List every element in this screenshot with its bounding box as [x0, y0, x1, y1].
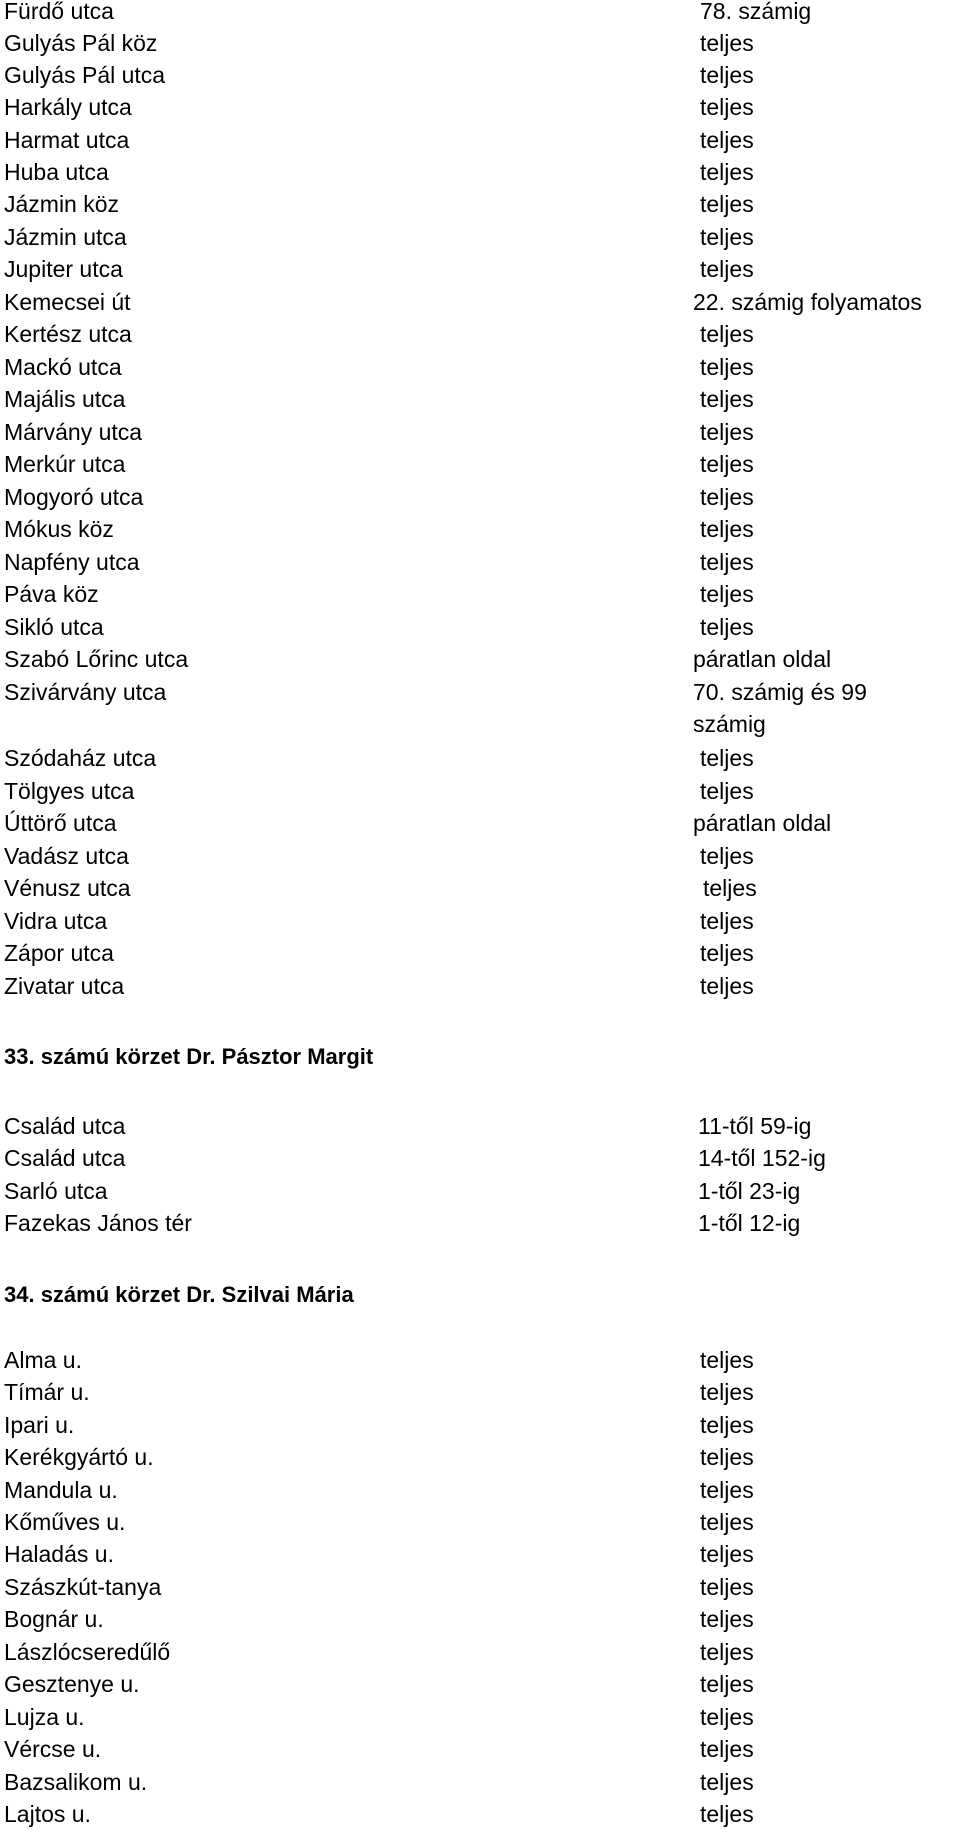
- street-name: Kemecsei út: [4, 289, 131, 315]
- street-range: teljes: [700, 1704, 754, 1730]
- table-row: [0, 807, 960, 839]
- street-range: teljes: [700, 321, 754, 347]
- street-name: Zápor utca: [4, 940, 114, 966]
- table-row: [0, 156, 960, 188]
- table-row: [0, 1409, 960, 1441]
- table-row: [0, 188, 960, 220]
- street-range: 78. számig: [700, 0, 812, 24]
- table-row: [0, 1571, 960, 1603]
- street-name: Harkály utca: [4, 94, 132, 120]
- table-row: [0, 481, 960, 513]
- table-row: [0, 318, 960, 350]
- table-row: [0, 1207, 960, 1239]
- table-row: [0, 905, 960, 937]
- street-name: Lujza u.: [4, 1704, 85, 1730]
- street-range: teljes: [700, 1379, 754, 1405]
- street-name: Vadász utca: [4, 843, 129, 869]
- street-name: Harmat utca: [4, 127, 130, 153]
- street-name: Mókus köz: [4, 516, 114, 542]
- table-row: [0, 1474, 960, 1506]
- street-name: Jupiter utca: [4, 256, 123, 282]
- table-row: [0, 872, 960, 904]
- table-row: [0, 1376, 960, 1408]
- street-name: Fazekas János tér: [4, 1210, 192, 1236]
- table-row: [0, 1506, 960, 1538]
- street-range: 1-től 23-ig: [698, 1178, 801, 1204]
- table-row: [0, 124, 960, 156]
- table-row: [0, 1538, 960, 1570]
- street-name: Vénusz utca: [4, 875, 131, 901]
- street-range: teljes: [700, 843, 754, 869]
- street-range: teljes: [703, 875, 757, 901]
- street-name: Sarló utca: [4, 1178, 108, 1204]
- street-range: teljes: [700, 451, 754, 477]
- table-row: [0, 383, 960, 415]
- street-name: Napfény utca: [4, 549, 140, 575]
- street-range: teljes: [700, 30, 754, 56]
- street-range: teljes: [700, 256, 754, 282]
- street-range: teljes: [700, 1606, 754, 1632]
- street-range: teljes: [700, 386, 754, 412]
- street-range: teljes: [700, 745, 754, 771]
- street-range: teljes: [700, 908, 754, 934]
- street-name: Lászlócseredűlő: [4, 1639, 171, 1665]
- street-range: 14-től 152-ig: [698, 1145, 826, 1171]
- street-range: teljes: [700, 778, 754, 804]
- street-range: teljes: [700, 1541, 754, 1567]
- street-range: 11-től 59-ig: [698, 1113, 812, 1139]
- table-row: [0, 578, 960, 610]
- street-name: Gesztenye u.: [4, 1671, 140, 1697]
- table-row: [0, 513, 960, 545]
- street-range: páratlan oldal: [693, 646, 832, 672]
- street-range: teljes: [700, 94, 754, 120]
- street-name: Haladás u.: [4, 1541, 114, 1567]
- table-row: [0, 970, 960, 1002]
- street-range: teljes: [700, 940, 754, 966]
- table-row: [0, 643, 960, 675]
- street-name: Szódaház utca: [4, 745, 157, 771]
- table-row: [0, 611, 960, 643]
- table-row: [0, 1798, 960, 1830]
- street-range: teljes: [700, 1574, 754, 1600]
- street-name: Gulyás Pál utca: [4, 62, 166, 88]
- street-name: Szivárvány utca: [4, 679, 167, 705]
- street-range: teljes: [700, 62, 754, 88]
- street-name: Huba utca: [4, 159, 109, 185]
- table-row: [0, 1701, 960, 1733]
- street-range: teljes: [700, 973, 754, 999]
- street-range: teljes: [700, 581, 754, 607]
- street-range: teljes: [700, 224, 754, 250]
- street-name: Jázmin köz: [4, 191, 120, 217]
- table-row: [0, 1175, 960, 1207]
- street-name: Család utca: [4, 1145, 126, 1171]
- street-range: teljes: [700, 1347, 754, 1373]
- street-name: Kőműves u.: [4, 1509, 126, 1535]
- street-name: Márvány utca: [4, 419, 143, 445]
- table-row: [0, 546, 960, 578]
- street-name: Ipari u.: [4, 1412, 75, 1438]
- street-name: Alma u.: [4, 1347, 82, 1373]
- section-heading: 34. számú körzet Dr. Szilvai Mária: [4, 1282, 354, 1307]
- street-name: Merkúr utca: [4, 451, 126, 477]
- table-row: [0, 0, 960, 27]
- street-range: teljes: [700, 1639, 754, 1665]
- street-range: páratlan oldal: [693, 810, 832, 836]
- street-range: teljes: [700, 1444, 754, 1470]
- table-row: [0, 1668, 960, 1700]
- table-row: [0, 286, 960, 318]
- table-row: [0, 1603, 960, 1635]
- table-row: [0, 221, 960, 253]
- table-row: [0, 351, 960, 383]
- street-range: teljes: [700, 354, 754, 380]
- street-range: teljes: [700, 1736, 754, 1762]
- street-range: teljes: [700, 159, 754, 185]
- street-range: teljes: [700, 1477, 754, 1503]
- table-row: [0, 775, 960, 807]
- street-range: 1-től 12-ig: [698, 1210, 801, 1236]
- table-row: [0, 1733, 960, 1765]
- table-row: [0, 416, 960, 448]
- table-row: [0, 676, 960, 740]
- street-name: Gulyás Pál köz: [4, 30, 158, 56]
- street-name: Mogyoró utca: [4, 484, 144, 510]
- table-row: [0, 840, 960, 872]
- street-name: Bognár u.: [4, 1606, 104, 1632]
- street-range: 70. számig és 99 számig: [693, 679, 867, 737]
- street-range: 22. számig folyamatos: [693, 289, 922, 315]
- street-range: teljes: [700, 419, 754, 445]
- street-name: Család utca: [4, 1113, 126, 1139]
- table-row: [0, 1636, 960, 1668]
- street-name: Kerékgyártó u.: [4, 1444, 154, 1470]
- street-name: Szabó Lőrinc utca: [4, 646, 189, 672]
- table-row: [0, 59, 960, 91]
- street-name: Mandula u.: [4, 1477, 118, 1503]
- street-name: Jázmin utca: [4, 224, 127, 250]
- street-range: teljes: [700, 1769, 754, 1795]
- street-name: Bazsalikom u.: [4, 1769, 148, 1795]
- street-range: teljes: [700, 127, 754, 153]
- street-name: Kertész utca: [4, 321, 132, 347]
- table-row: [0, 1344, 960, 1376]
- table-row: [0, 1110, 960, 1142]
- street-range: teljes: [700, 1412, 754, 1438]
- section-heading: 33. számú körzet Dr. Pásztor Margit: [4, 1044, 374, 1069]
- table-row: [0, 1142, 960, 1174]
- street-name: Szászkút-tanya: [4, 1574, 162, 1600]
- street-range: teljes: [700, 1671, 754, 1697]
- street-name: Tölgyes utca: [4, 778, 135, 804]
- street-name: Mackó utca: [4, 354, 122, 380]
- street-range: teljes: [700, 1801, 754, 1827]
- street-name: Vidra utca: [4, 908, 108, 934]
- table-row: [0, 937, 960, 969]
- street-range: teljes: [700, 484, 754, 510]
- street-range: teljes: [700, 614, 754, 640]
- street-name: Tímár u.: [4, 1379, 90, 1405]
- street-name: Sikló utca: [4, 614, 104, 640]
- street-range: teljes: [700, 516, 754, 542]
- street-name: Fürdő utca: [4, 0, 114, 24]
- table-row: [0, 742, 960, 774]
- table-row: [0, 253, 960, 285]
- street-name: Majális utca: [4, 386, 126, 412]
- table-row: [0, 448, 960, 480]
- table-row: [0, 27, 960, 59]
- table-row: [0, 1441, 960, 1473]
- table-row: [0, 1766, 960, 1798]
- street-name: Zivatar utca: [4, 973, 125, 999]
- street-range: teljes: [700, 549, 754, 575]
- street-range: teljes: [700, 1509, 754, 1535]
- street-name: Páva köz: [4, 581, 99, 607]
- street-range: teljes: [700, 191, 754, 217]
- street-name: Lajtos u.: [4, 1801, 91, 1827]
- table-row: [0, 91, 960, 123]
- street-name: Úttörő utca: [4, 810, 117, 836]
- street-name: Vércse u.: [4, 1736, 102, 1762]
